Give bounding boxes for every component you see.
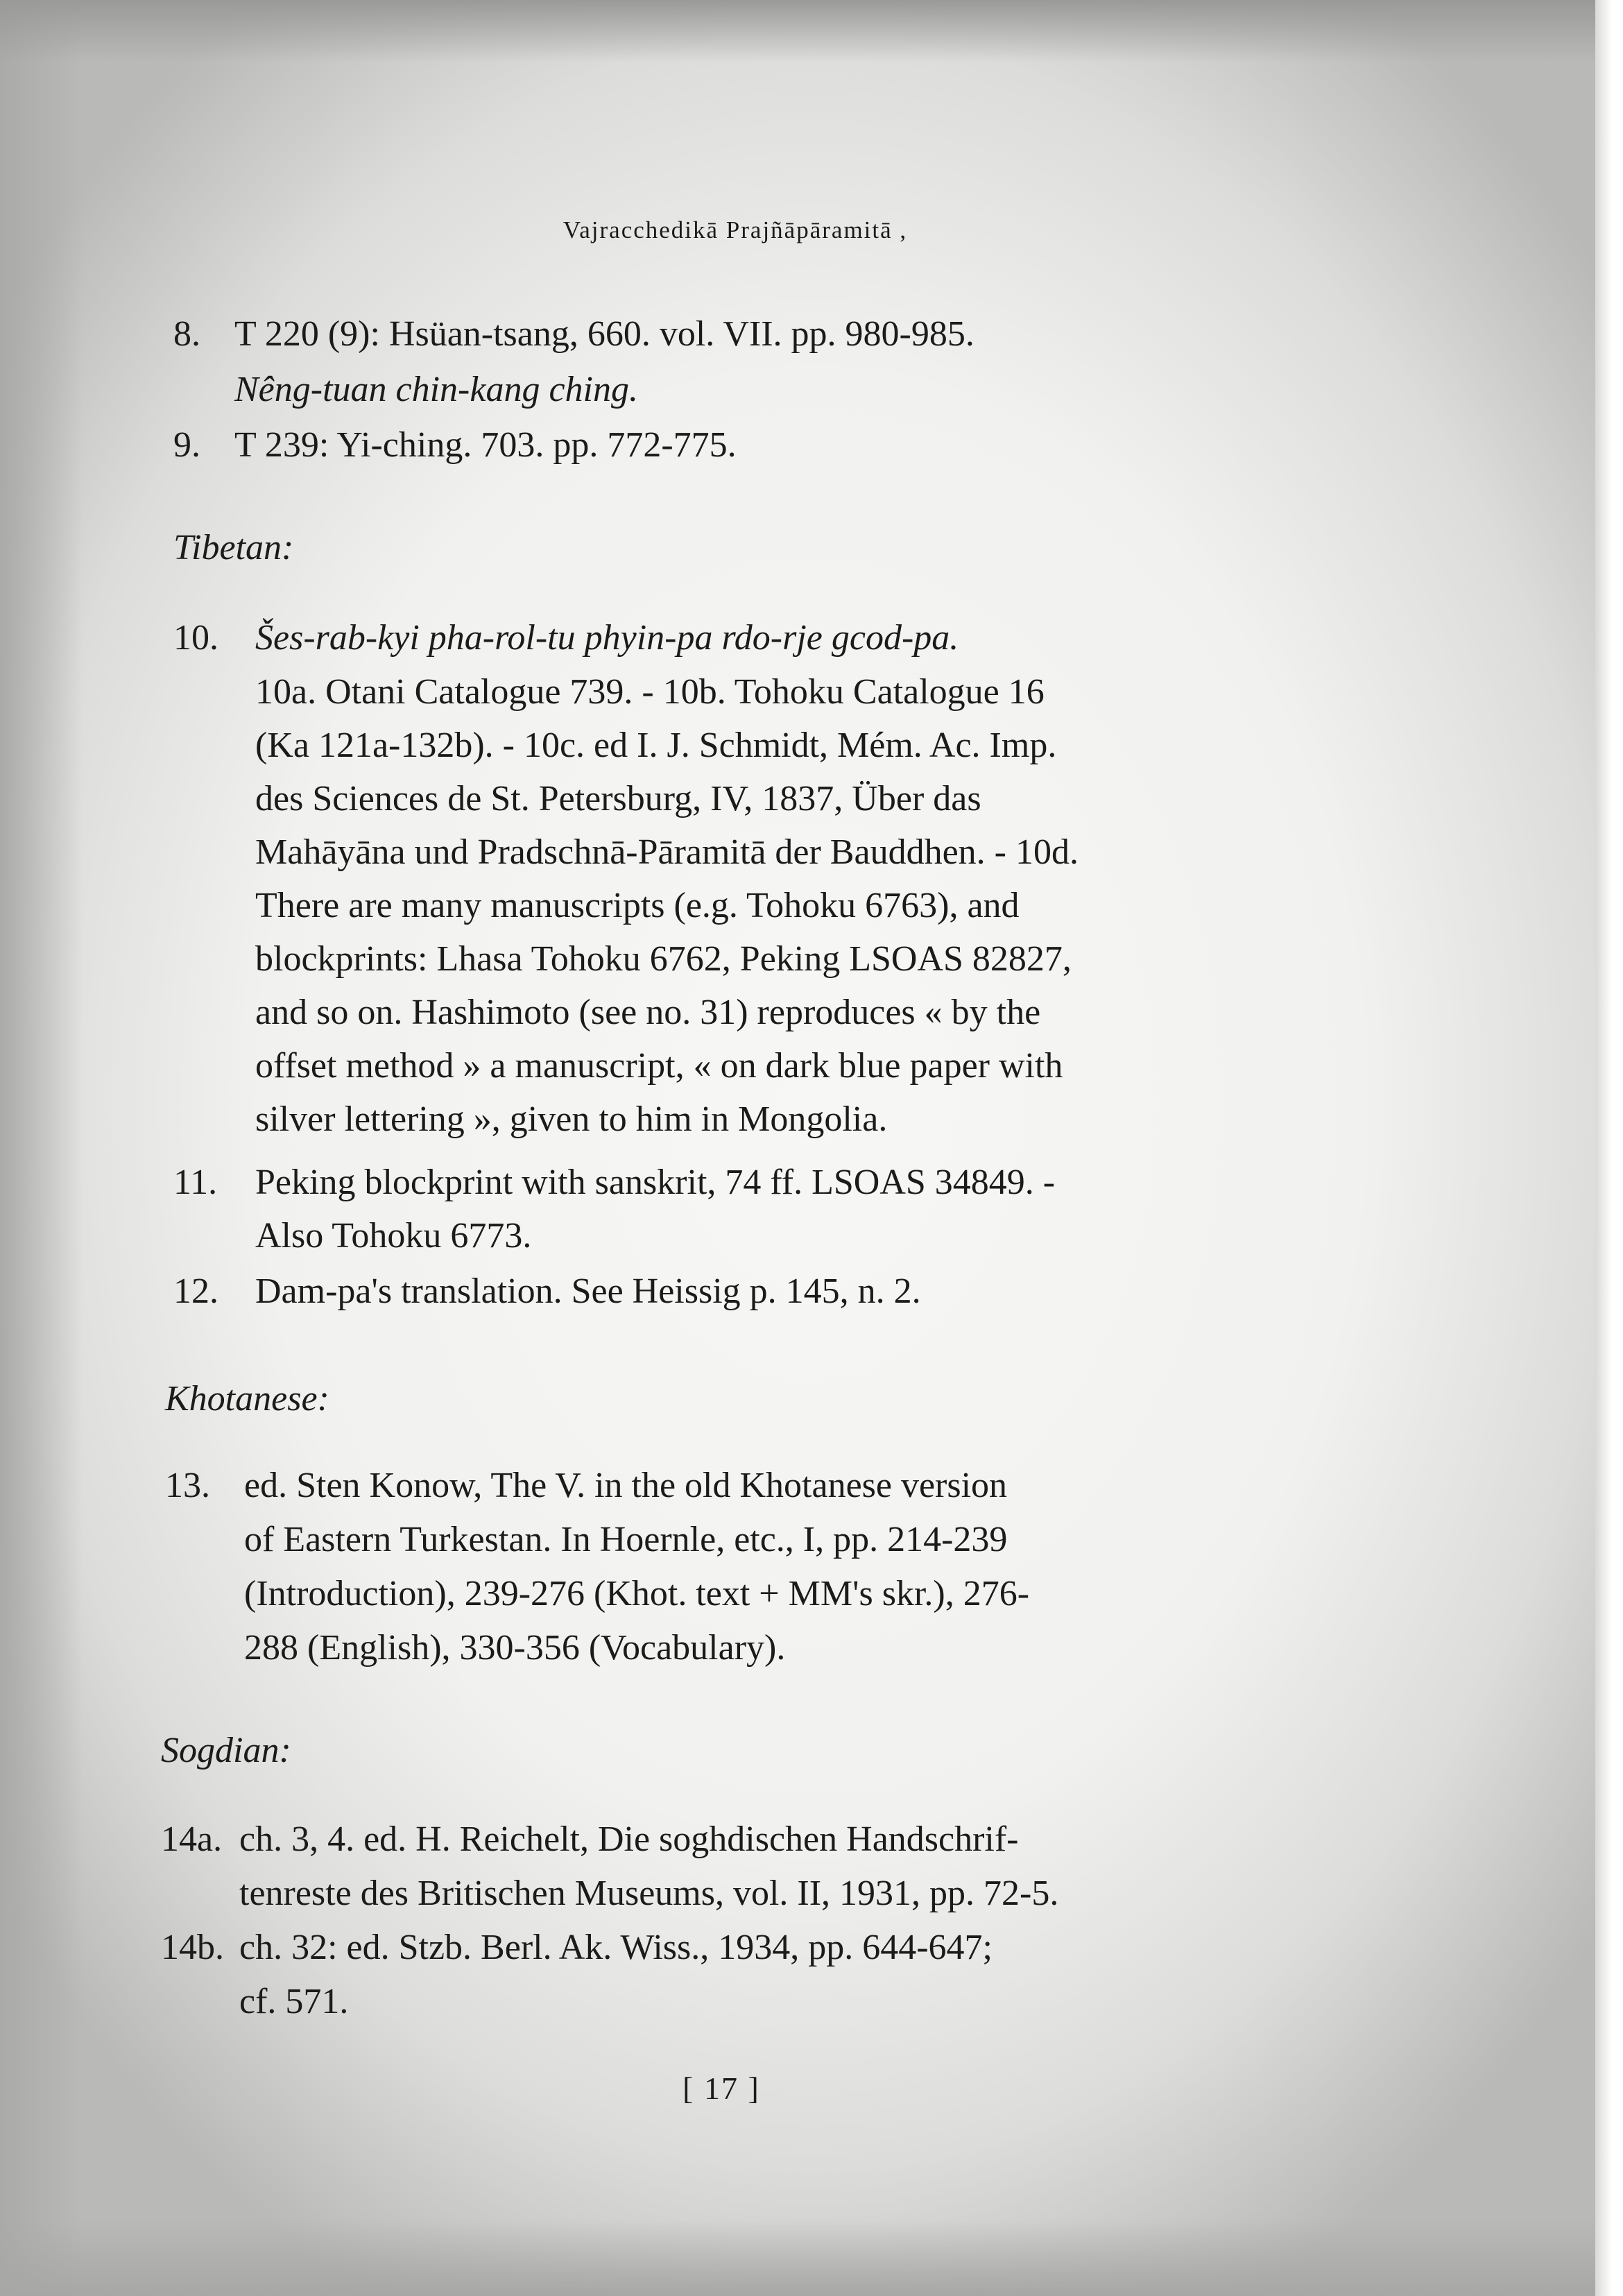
entry-line: Mahāyāna und Pradschnā-Pāramitā der Bauddhen. - 10d.: [255, 832, 1079, 872]
entry-line: (Ka 121a-132b). - 10c. ed I. J. Schmidt, Mém. Ac. Imp.: [255, 726, 1057, 765]
entry-line: Peking blockprint with sanskrit, 74 ff. LSOAS 34849. -: [255, 1163, 1056, 1202]
entry-line: T 220 (9): Hsüan-tsang, 660. vol. VII. pp. 980-985.: [234, 314, 974, 354]
entry-line: Šes-rab-kyi pha-rol-tu phyin-pa rdo-rje gcod-pa.: [255, 618, 959, 658]
entry-line: T 239: Yi-ching. 703. pp. 772-775.: [234, 425, 737, 465]
entry-line: of Eastern Turkestan. In Hoernle, etc., I, pp. 214-239: [244, 1520, 1008, 1559]
page-number: [ 17 ]: [682, 2071, 760, 2106]
entry-line: cf. 571.: [239, 1982, 349, 2021]
running-head: Vajracchedikā Prajñāpāramitā ,: [563, 216, 908, 243]
entry-number: 11.: [173, 1163, 218, 1202]
entry-number: 14a.: [161, 1819, 223, 1859]
entry-number: 13.: [165, 1466, 210, 1505]
entry-line: ed. Sten Konow, The V. in the old Khotanese version: [244, 1466, 1008, 1505]
entry-line: (Introduction), 239-276 (Khot. text + MM's skr.), 276-: [244, 1574, 1030, 1613]
entry-number: 12.: [173, 1271, 218, 1311]
entry-number: 8.: [173, 314, 200, 354]
section-heading-tibetan: Tibetan:: [173, 528, 294, 567]
entry-line: silver lettering », given to him in Mongolia.: [255, 1099, 888, 1139]
entry-line: Nêng-tuan chin-kang ching.: [234, 370, 638, 409]
entry-line: 10a. Otani Catalogue 739. - 10b. Tohoku Catalogue 16: [255, 672, 1045, 712]
scan-shadow-bottom: [0, 2220, 1595, 2296]
entry-number: 14b.: [161, 1928, 224, 1967]
entry-number: 10.: [173, 618, 218, 658]
entry-line: ch. 32: ed. Stzb. Berl. Ak. Wiss., 1934, pp. 644-647;: [239, 1928, 993, 1967]
entry-line: offset method » a manuscript, « on dark blue paper with: [255, 1046, 1063, 1086]
entry-line: There are many manuscripts (e.g. Tohoku 6763), and: [255, 886, 1020, 925]
entry-line: blockprints: Lhasa Tohoku 6762, Peking LSOAS 82827,: [255, 939, 1072, 979]
entry-number: 9.: [173, 425, 200, 465]
entry-line: Dam-pa's translation. See Heissig p. 145, n. 2.: [255, 1271, 921, 1311]
section-heading-sogdian: Sogdian:: [161, 1731, 291, 1770]
entry-line: 288 (English), 330-356 (Vocabulary).: [244, 1628, 786, 1668]
page-edge-right: [1595, 0, 1623, 2296]
entry-line: ch. 3, 4. ed. H. Reichelt, Die soghdischen Handschrif-: [239, 1819, 1019, 1859]
entry-line: Also Tohoku 6773.: [255, 1216, 532, 1256]
scan-shadow-top: [0, 0, 1595, 62]
scan-shadow-left: [0, 0, 83, 2296]
entry-line: tenreste des Britischen Museums, vol. II, 1931, pp. 72-5.: [239, 1874, 1059, 1913]
section-heading-khotanese: Khotanese:: [165, 1379, 329, 1419]
entry-line: des Sciences de St. Petersburg, IV, 1837, Über das: [255, 779, 981, 819]
entry-line: and so on. Hashimoto (see no. 31) reproduces « by the: [255, 993, 1041, 1032]
